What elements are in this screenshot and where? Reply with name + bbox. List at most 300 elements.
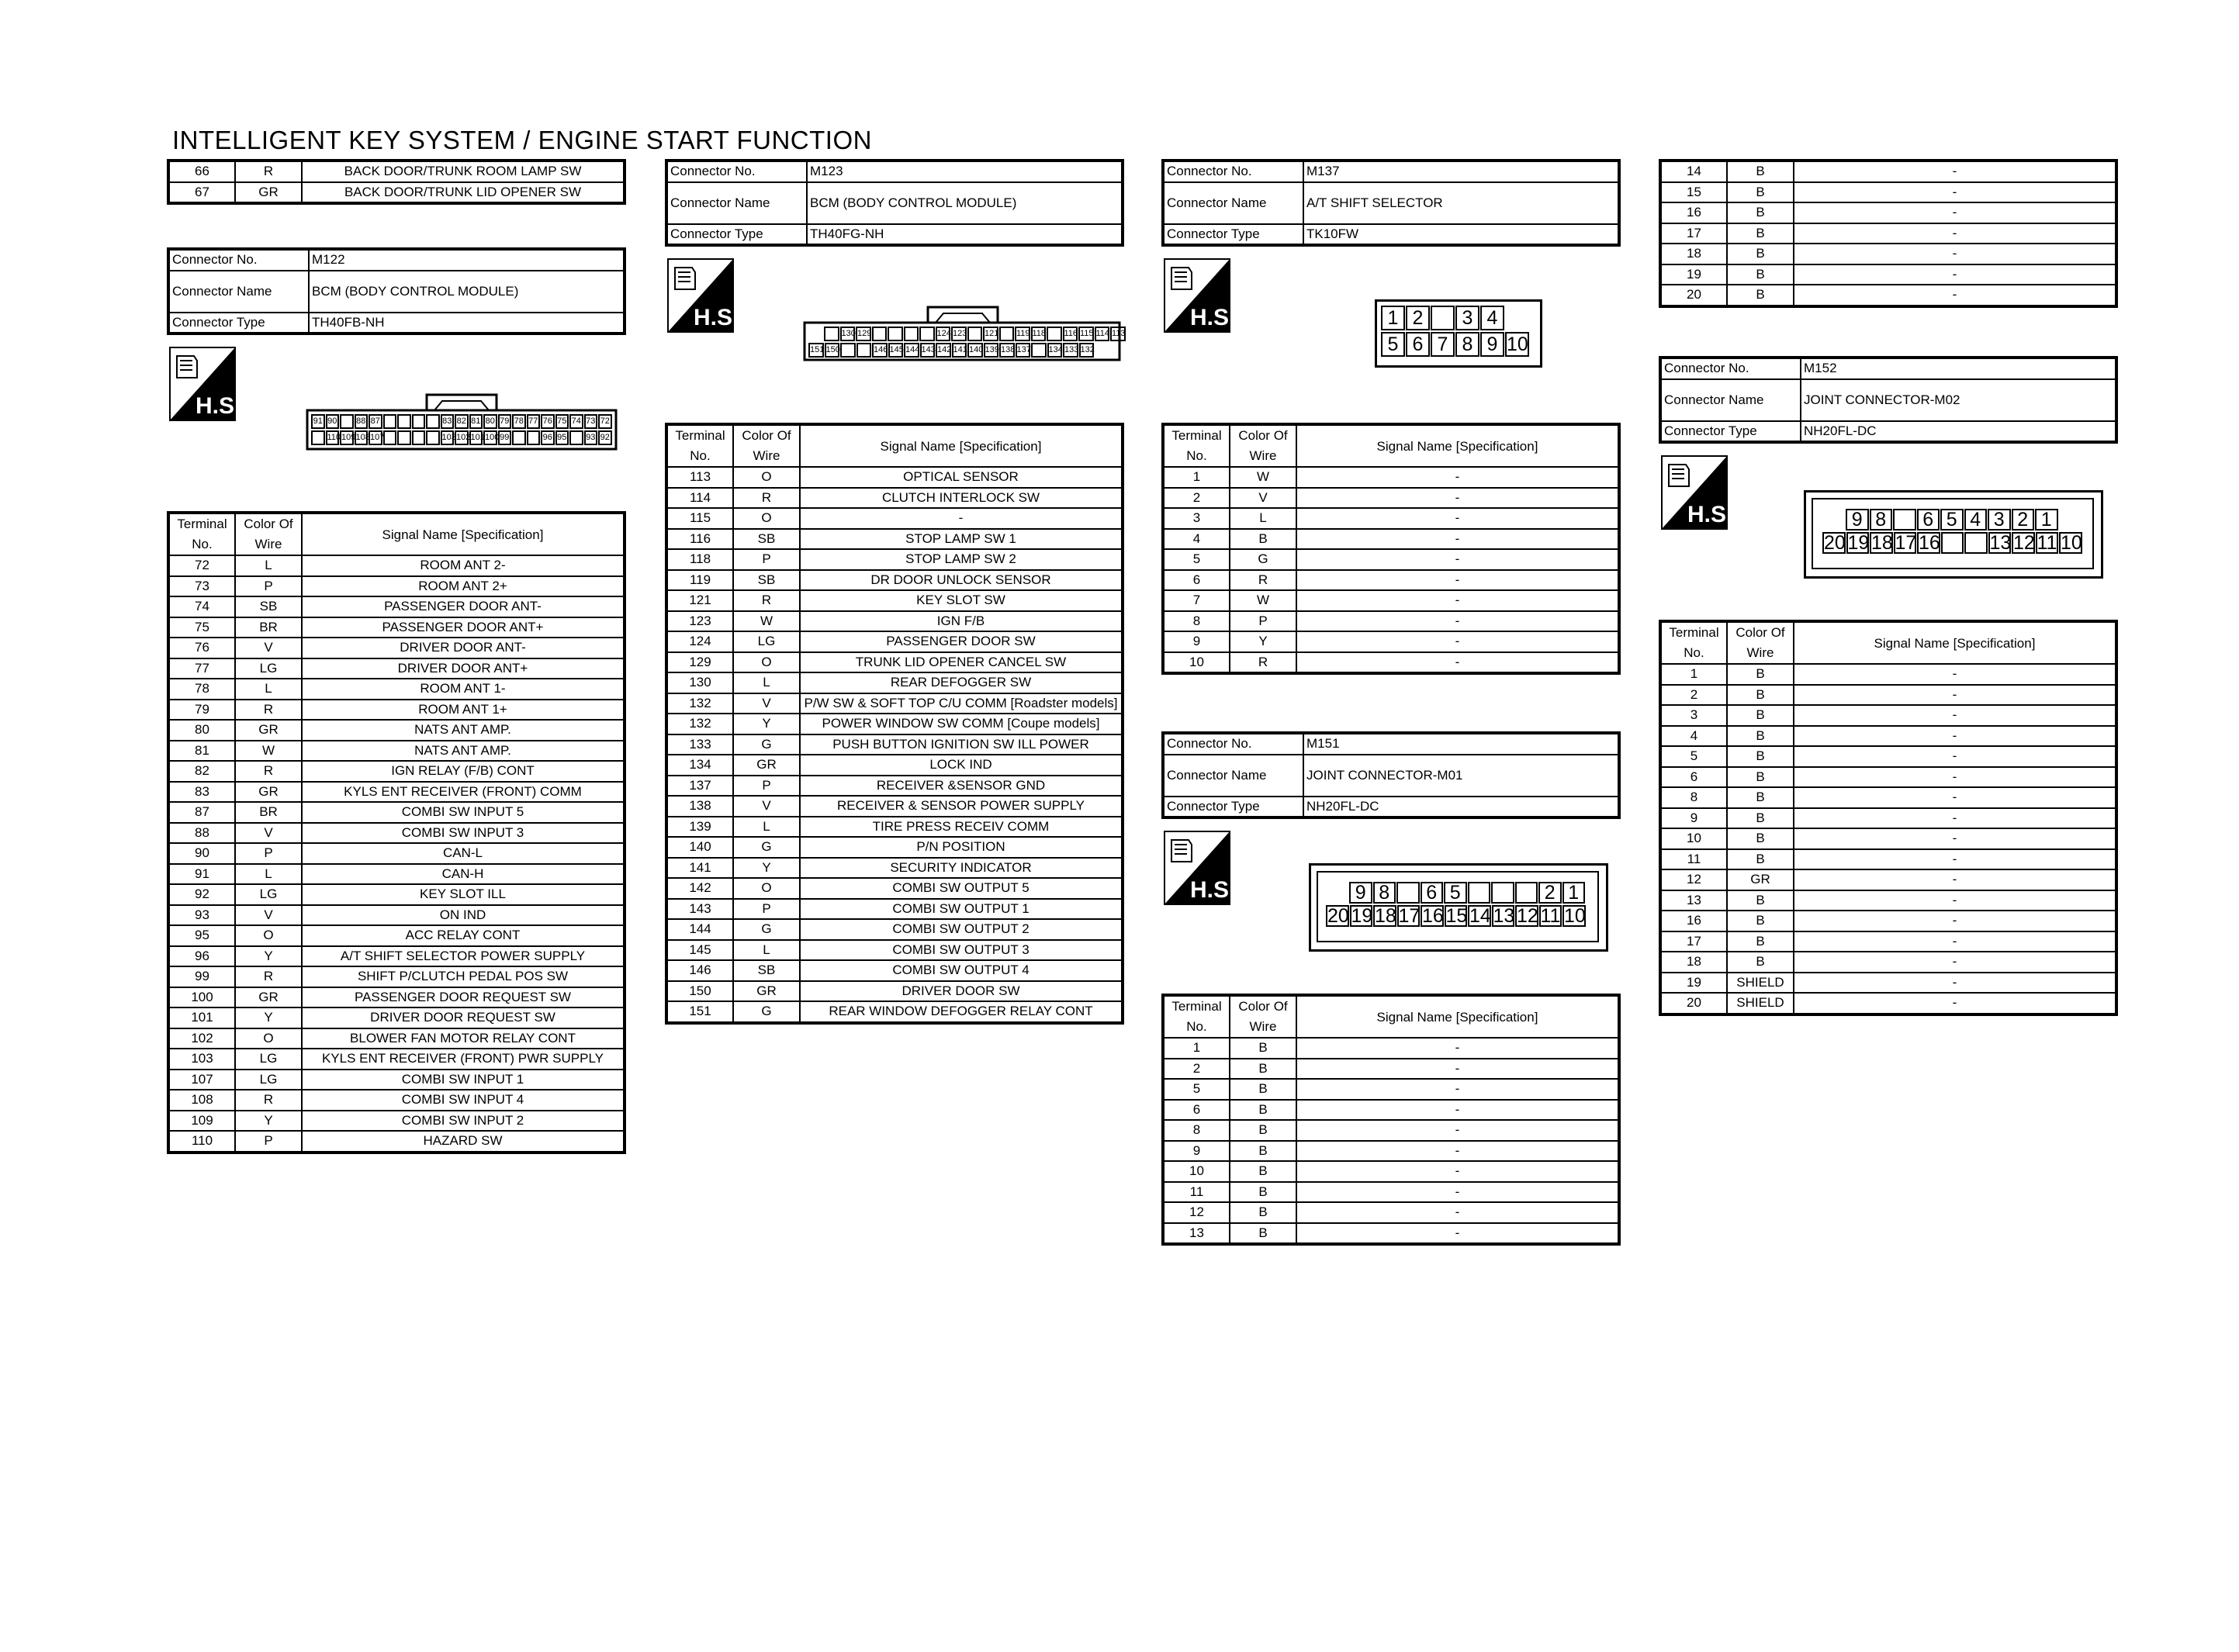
table-row (666, 919, 1123, 940)
wire-color-cell: GR (733, 755, 800, 776)
wire-color-cell: W (1230, 467, 1296, 488)
wire-color-cell: R (235, 966, 302, 987)
table-row (168, 925, 625, 946)
table-row (666, 652, 1123, 673)
table-row (1660, 244, 2116, 264)
m137-connector-name: A/T SHIFT SELECTOR (1303, 182, 1619, 224)
m151-info (1161, 731, 1621, 819)
m122-connector-name: BCM (BODY CONTROL MODULE) (309, 271, 625, 313)
signal-name-cell: - (1794, 182, 2116, 203)
connector-pin: 20 (1327, 905, 1349, 927)
wire-color-cell: L (733, 672, 800, 693)
connector-pin: 108 (355, 430, 369, 445)
connector-pin: 9 (1349, 882, 1372, 904)
table-row (1660, 664, 2116, 685)
table-row (1660, 849, 2116, 870)
connector-pin: 95 (555, 430, 569, 445)
m122-top-rows-table (167, 159, 626, 205)
wire-color-cell: B (1727, 931, 1794, 952)
table-row (168, 987, 625, 1008)
table-row (168, 884, 625, 905)
terminal-cell: 119 (666, 570, 733, 591)
m137-terminal-table-wrap (1161, 423, 1621, 675)
m122-connector-type: TH40FB-NH (309, 313, 625, 334)
connector-pin: 14 (1469, 905, 1491, 927)
m151-terminal-table (1161, 994, 1621, 1246)
table-row (666, 796, 1123, 817)
terminal-cell: 151 (666, 1001, 733, 1023)
table-row (1163, 631, 1619, 652)
wire-color-cell: P (733, 776, 800, 797)
terminal-cell: 17 (1660, 223, 1727, 244)
connector-pin: 5 (1444, 882, 1467, 904)
terminal-cell: 5 (1163, 1079, 1230, 1100)
header-color: Color Of Wire (1230, 995, 1296, 1038)
signal-name-cell: PUSH BUTTON IGNITION SW ILL POWER (800, 734, 1123, 755)
signal-name-cell: P/W SW & SOFT TOP C/U COMM [Roadster models] (800, 693, 1123, 714)
wire-color-cell: B (1727, 726, 1794, 747)
table-row (168, 1028, 625, 1049)
signal-name-cell: - (1794, 869, 2116, 890)
wire-color-cell: P (235, 843, 302, 864)
connector-pin: 91 (311, 414, 325, 429)
signal-name-cell: - (1794, 285, 2116, 306)
connector-pin: 140 (967, 343, 983, 358)
wire-color-cell: B (1230, 1079, 1296, 1100)
terminal-cell: 5 (1660, 746, 1727, 767)
terminal-cell: 74 (168, 596, 235, 617)
signal-name-cell: DRIVER DOOR SW (800, 981, 1123, 1002)
wire-color-cell: B (1230, 1038, 1296, 1059)
table-row (1163, 488, 1619, 509)
label-connector-no: Connector No. (1660, 358, 1801, 379)
connector-pin (397, 430, 411, 445)
table-row (168, 617, 625, 638)
table-row (1163, 1079, 1619, 1100)
hs-icon (1661, 455, 1733, 530)
wire-color-cell: B (1230, 1223, 1296, 1245)
connector-pin: 1 (1381, 306, 1405, 330)
connector-pin (1396, 882, 1420, 904)
signal-name-cell: - (1794, 973, 2116, 994)
connector-pin: 118 (1031, 327, 1047, 341)
terminal-cell: 16 (1660, 911, 1727, 931)
label-connector-name: Connector Name (168, 271, 309, 313)
table-row (1163, 611, 1619, 632)
connector-pin: 82 (455, 414, 469, 429)
terminal-cell: 11 (1660, 849, 1727, 870)
wire-color-cell: P (235, 1131, 302, 1153)
signal-name-cell: DRIVER DOOR ANT- (302, 638, 625, 658)
terminal-cell: 3 (1163, 508, 1230, 529)
signal-name-cell: NATS ANT AMP. (302, 741, 625, 762)
table-row (168, 576, 625, 597)
terminal-cell: 10 (1163, 652, 1230, 674)
signal-name-cell: COMBI SW INPUT 3 (302, 823, 625, 844)
label-connector-no: Connector No. (1163, 733, 1303, 755)
connector-pin: 9 (1480, 332, 1504, 357)
terminal-cell: 9 (1163, 1141, 1230, 1162)
wire-color-cell: G (733, 734, 800, 755)
signal-name-cell: - (800, 508, 1123, 529)
terminal-cell: 73 (168, 576, 235, 597)
terminal-cell: 109 (168, 1111, 235, 1132)
connector-pin: 74 (569, 414, 583, 429)
connector-pin: 121 (983, 327, 998, 341)
connector-pin: 75 (555, 414, 569, 429)
connector-pin: 2 (1406, 306, 1430, 330)
signal-name-cell: PASSENGER DOOR ANT- (302, 596, 625, 617)
signal-name-cell: BLOWER FAN MOTOR RELAY CONT (302, 1028, 625, 1049)
wire-color-cell: B (1727, 808, 1794, 829)
table-row (168, 1049, 625, 1070)
signal-name-cell: ROOM ANT 1- (302, 679, 625, 700)
signal-name-cell: COMBI SW OUTPUT 4 (800, 960, 1123, 981)
connector-pin (840, 343, 856, 358)
hs-label: H.S. (196, 393, 241, 419)
terminal-cell: 6 (1163, 570, 1230, 591)
signal-name-cell: - (1296, 467, 1619, 488)
header-signal: Signal Name [Specification] (1794, 621, 2116, 664)
label-connector-type: Connector Type (1163, 224, 1303, 246)
terminal-cell: 67 (168, 182, 235, 204)
wire-color-cell: LG (235, 658, 302, 679)
terminal-cell: 121 (666, 590, 733, 611)
connector-pin: 134 (1047, 343, 1063, 358)
wire-color-cell: LG (733, 631, 800, 652)
wire-color-cell: Y (733, 714, 800, 734)
wire-color-cell: B (1727, 787, 1794, 808)
table-row (1163, 529, 1619, 550)
connector-pin (340, 414, 354, 429)
terminal-cell: 134 (666, 755, 733, 776)
connector-pin: 16 (1919, 532, 1940, 554)
table-row (168, 679, 625, 700)
table-row (666, 488, 1123, 509)
table-row (666, 529, 1123, 550)
connector-pin: 137 (1016, 343, 1031, 358)
svg-text:H.S.: H.S. (1190, 305, 1236, 330)
connector-pin (311, 430, 325, 445)
signal-name-cell: - (1296, 529, 1619, 550)
m151-connector-diagram (1309, 863, 1608, 952)
table-row (1660, 869, 2116, 890)
header-color: Color Of Wire (733, 424, 800, 467)
connector-pin: 145 (888, 343, 904, 358)
connector-pin: 11 (1540, 905, 1561, 927)
terminal-cell: 79 (168, 700, 235, 721)
signal-name-cell: CLUTCH INTERLOCK SW (800, 488, 1123, 509)
connector-pin (527, 430, 541, 445)
connector-pin (999, 327, 1015, 341)
wire-color-cell: G (733, 1001, 800, 1023)
table-row (168, 700, 625, 721)
terminal-cell: 115 (666, 508, 733, 529)
wire-color-cell: B (1727, 767, 1794, 788)
signal-name-cell: COMBI SW OUTPUT 1 (800, 899, 1123, 920)
wire-color-cell: B (1727, 223, 1794, 244)
terminal-cell: 76 (168, 638, 235, 658)
wire-color-cell: R (235, 161, 302, 182)
wire-color-cell: LG (235, 1070, 302, 1090)
table-row (168, 596, 625, 617)
wire-color-cell: B (1727, 244, 1794, 264)
wire-color-cell: BR (235, 617, 302, 638)
connector-pin: 103 (441, 430, 455, 445)
terminal-cell: 81 (168, 741, 235, 762)
terminal-cell: 132 (666, 693, 733, 714)
wire-color-cell: B (1727, 952, 1794, 973)
wire-color-cell: Y (235, 1111, 302, 1132)
connector-pin: 124 (936, 327, 951, 341)
m137-connector-type: TK10FW (1303, 224, 1619, 246)
connector-pin (569, 430, 583, 445)
terminal-cell: 96 (168, 946, 235, 967)
signal-name-cell: POWER WINDOW SW COMM [Coupe models] (800, 714, 1123, 734)
table-row (666, 549, 1123, 570)
terminal-cell: 138 (666, 796, 733, 817)
table-row (1660, 285, 2116, 306)
terminal-cell: 83 (168, 782, 235, 803)
header-color: Color Of Wire (1727, 621, 1794, 664)
connector-pin (397, 414, 411, 429)
wire-color-cell: V (733, 693, 800, 714)
terminal-cell: 2 (1660, 685, 1727, 706)
signal-name-cell: PASSENGER DOOR SW (800, 631, 1123, 652)
terminal-cell: 123 (666, 611, 733, 632)
label-connector-name: Connector Name (1163, 755, 1303, 797)
connector-pin (872, 327, 888, 341)
connector-pin: 123 (951, 327, 967, 341)
hs-icon (667, 258, 739, 333)
m123-connector-no: M123 (807, 161, 1123, 182)
connector-pin: 17 (1895, 532, 1917, 554)
column-1 (167, 159, 626, 205)
table-row (1660, 264, 2116, 285)
connector-pin: 72 (598, 414, 612, 429)
connector-pin (1468, 882, 1491, 904)
signal-name-cell: LOCK IND (800, 755, 1123, 776)
terminal-cell: 20 (1660, 993, 1727, 1014)
signal-name-cell: - (1794, 244, 2116, 264)
label-connector-type: Connector Type (168, 313, 309, 334)
table-row (666, 590, 1123, 611)
table-row (168, 1131, 625, 1153)
signal-name-cell: SECURITY INDICATOR (800, 858, 1123, 879)
connector-pin (512, 430, 526, 445)
signal-name-cell: COMBI SW INPUT 2 (302, 1111, 625, 1132)
terminal-cell: 17 (1660, 931, 1727, 952)
wire-color-cell: R (235, 700, 302, 721)
signal-name-cell: - (1794, 808, 2116, 829)
table-row (168, 658, 625, 679)
m137-connector-no: M137 (1303, 161, 1619, 182)
signal-name-cell: - (1794, 664, 2116, 685)
signal-name-cell: OPTICAL SENSOR (800, 467, 1123, 488)
signal-name-cell: - (1296, 1059, 1619, 1080)
connector-pin: 5 (1940, 509, 1964, 531)
table-row (666, 467, 1123, 488)
header-terminal: Terminal No. (1163, 995, 1230, 1038)
terminal-cell: 3 (1660, 705, 1727, 726)
table-row (1660, 182, 2116, 203)
connector-pin: 15 (1445, 905, 1468, 927)
connector-pin (412, 430, 426, 445)
terminal-cell: 118 (666, 549, 733, 570)
signal-name-cell: RECEIVER & SENSOR POWER SUPPLY (800, 796, 1123, 817)
connector-pin: 116 (1063, 327, 1078, 341)
signal-name-cell: ACC RELAY CONT (302, 925, 625, 946)
terminal-cell: 15 (1660, 182, 1727, 203)
connector-pin: 19 (1847, 532, 1870, 554)
connector-pin (888, 327, 903, 341)
connector-pin: 102 (455, 430, 469, 445)
m122-terminal-table (167, 511, 626, 1154)
connector-pin: 6 (1917, 509, 1940, 531)
connector-pin: 18 (1375, 905, 1396, 927)
terminal-cell: 8 (1163, 1120, 1230, 1141)
signal-name-cell: - (1794, 726, 2116, 747)
signal-name-cell: - (1296, 1182, 1619, 1203)
table-row (1660, 767, 2116, 788)
signal-name-cell: STOP LAMP SW 2 (800, 549, 1123, 570)
table-row (168, 1007, 625, 1028)
signal-name-cell: - (1794, 202, 2116, 223)
wire-color-cell: SB (235, 596, 302, 617)
table-row (1660, 973, 2116, 994)
terminal-cell: 13 (1660, 890, 1727, 911)
terminal-cell: 13 (1163, 1223, 1230, 1245)
table-row (168, 905, 625, 926)
table-row (666, 940, 1123, 961)
wire-color-cell: P (733, 899, 800, 920)
connector-pin: 99 (498, 430, 512, 445)
table-row (168, 843, 625, 864)
signal-name-cell: NATS ANT AMP. (302, 720, 625, 741)
signal-name-cell: - (1296, 1202, 1619, 1223)
connector-pin: 10 (1564, 905, 1586, 927)
table-row (1163, 467, 1619, 488)
header-terminal: Terminal No. (1660, 621, 1727, 664)
table-row (666, 981, 1123, 1002)
connector-pin: 141 (952, 343, 967, 358)
signal-name-cell: - (1296, 1223, 1619, 1245)
wire-color-cell: B (1230, 1059, 1296, 1080)
signal-name-cell: - (1296, 1100, 1619, 1121)
terminal-cell: 1 (1660, 664, 1727, 685)
connector-pin: 8 (1373, 882, 1396, 904)
table-row (1163, 590, 1619, 611)
signal-name-cell: REAR DEFOGGER SW (800, 672, 1123, 693)
signal-name-cell: - (1296, 590, 1619, 611)
wire-color-cell: L (1230, 508, 1296, 529)
table-row (1163, 508, 1619, 529)
connector-pin: 133 (1063, 343, 1078, 358)
label-connector-name: Connector Name (666, 182, 807, 224)
wire-color-cell: GR (733, 981, 800, 1002)
wire-color-cell: GR (235, 987, 302, 1008)
signal-name-cell: TRUNK LID OPENER CANCEL SW (800, 652, 1123, 673)
m123-terminal-table-wrap (665, 423, 1124, 1025)
terminal-cell: 6 (1163, 1100, 1230, 1121)
connector-pin: 18 (1871, 532, 1893, 554)
signal-name-cell: - (1296, 1161, 1619, 1182)
terminal-cell: 110 (168, 1131, 235, 1153)
header-terminal: Terminal No. (168, 513, 235, 555)
m152-connector-diagram (1804, 490, 2103, 579)
signal-name-cell: BACK DOOR/TRUNK ROOM LAMP SW (302, 161, 625, 182)
connector-pin: 6 (1421, 882, 1444, 904)
connector-pin: 8 (1870, 509, 1893, 531)
signal-name-cell: TIRE PRESS RECEIV COMM (800, 817, 1123, 838)
m122-info (167, 247, 626, 335)
connector-pin: 10 (1507, 334, 1528, 355)
terminal-cell: 8 (1660, 787, 1727, 808)
wire-color-cell: B (1727, 182, 1794, 203)
wire-color-cell: GR (235, 720, 302, 741)
table-row (1660, 223, 2116, 244)
signal-name-cell: SHIFT P/CLUTCH PEDAL POS SW (302, 966, 625, 987)
wire-color-cell: SB (733, 529, 800, 550)
signal-name-cell: - (1794, 223, 2116, 244)
signal-name-cell: - (1296, 1120, 1619, 1141)
signal-name-cell: STOP LAMP SW 1 (800, 529, 1123, 550)
terminal-cell: 78 (168, 679, 235, 700)
table-row (1660, 726, 2116, 747)
signal-name-cell: ROOM ANT 2- (302, 555, 625, 576)
wire-color-cell: L (733, 817, 800, 838)
m151-connector-name: JOINT CONNECTOR-M01 (1303, 755, 1619, 797)
table-row (1163, 1161, 1619, 1182)
connector-pin: 93 (584, 430, 598, 445)
signal-name-cell: COMBI SW INPUT 5 (302, 802, 625, 823)
header-signal: Signal Name [Specification] (1296, 995, 1619, 1038)
signal-name-cell: - (1296, 488, 1619, 509)
table-row (168, 782, 625, 803)
wire-color-cell: R (235, 761, 302, 782)
wire-color-cell: V (235, 638, 302, 658)
connector-pin: 87 (369, 414, 382, 429)
m151-connector-type: NH20FL-DC (1303, 797, 1619, 818)
connector-pin: 3 (1455, 306, 1479, 330)
table-row (666, 714, 1123, 734)
terminal-cell: 114 (666, 488, 733, 509)
terminal-cell: 80 (168, 720, 235, 741)
table-row (666, 672, 1123, 693)
table-row (666, 960, 1123, 981)
header-signal: Signal Name [Specification] (800, 424, 1123, 467)
signal-name-cell: KYLS ENT RECEIVER (FRONT) COMM (302, 782, 625, 803)
label-connector-name: Connector Name (1163, 182, 1303, 224)
m123-info (665, 159, 1124, 247)
connector-pin: 130 (840, 327, 856, 341)
connector-pin: 9 (1846, 509, 1869, 531)
wire-color-cell: W (235, 741, 302, 762)
signal-name-cell: - (1794, 993, 2116, 1014)
wire-color-cell: O (733, 878, 800, 899)
connector-pin (383, 430, 397, 445)
terminal-cell: 10 (1163, 1161, 1230, 1182)
signal-name-cell: COMBI SW OUTPUT 5 (800, 878, 1123, 899)
table-row (168, 966, 625, 987)
connector-pin (1941, 532, 1964, 554)
header-terminal: Terminal No. (1163, 424, 1230, 467)
signal-name-cell: - (1296, 549, 1619, 570)
wire-color-cell: B (1727, 285, 1794, 306)
terminal-cell: 95 (168, 925, 235, 946)
svg-text:H.S.: H.S. (1687, 502, 1733, 527)
connector-pin: 109 (340, 430, 354, 445)
